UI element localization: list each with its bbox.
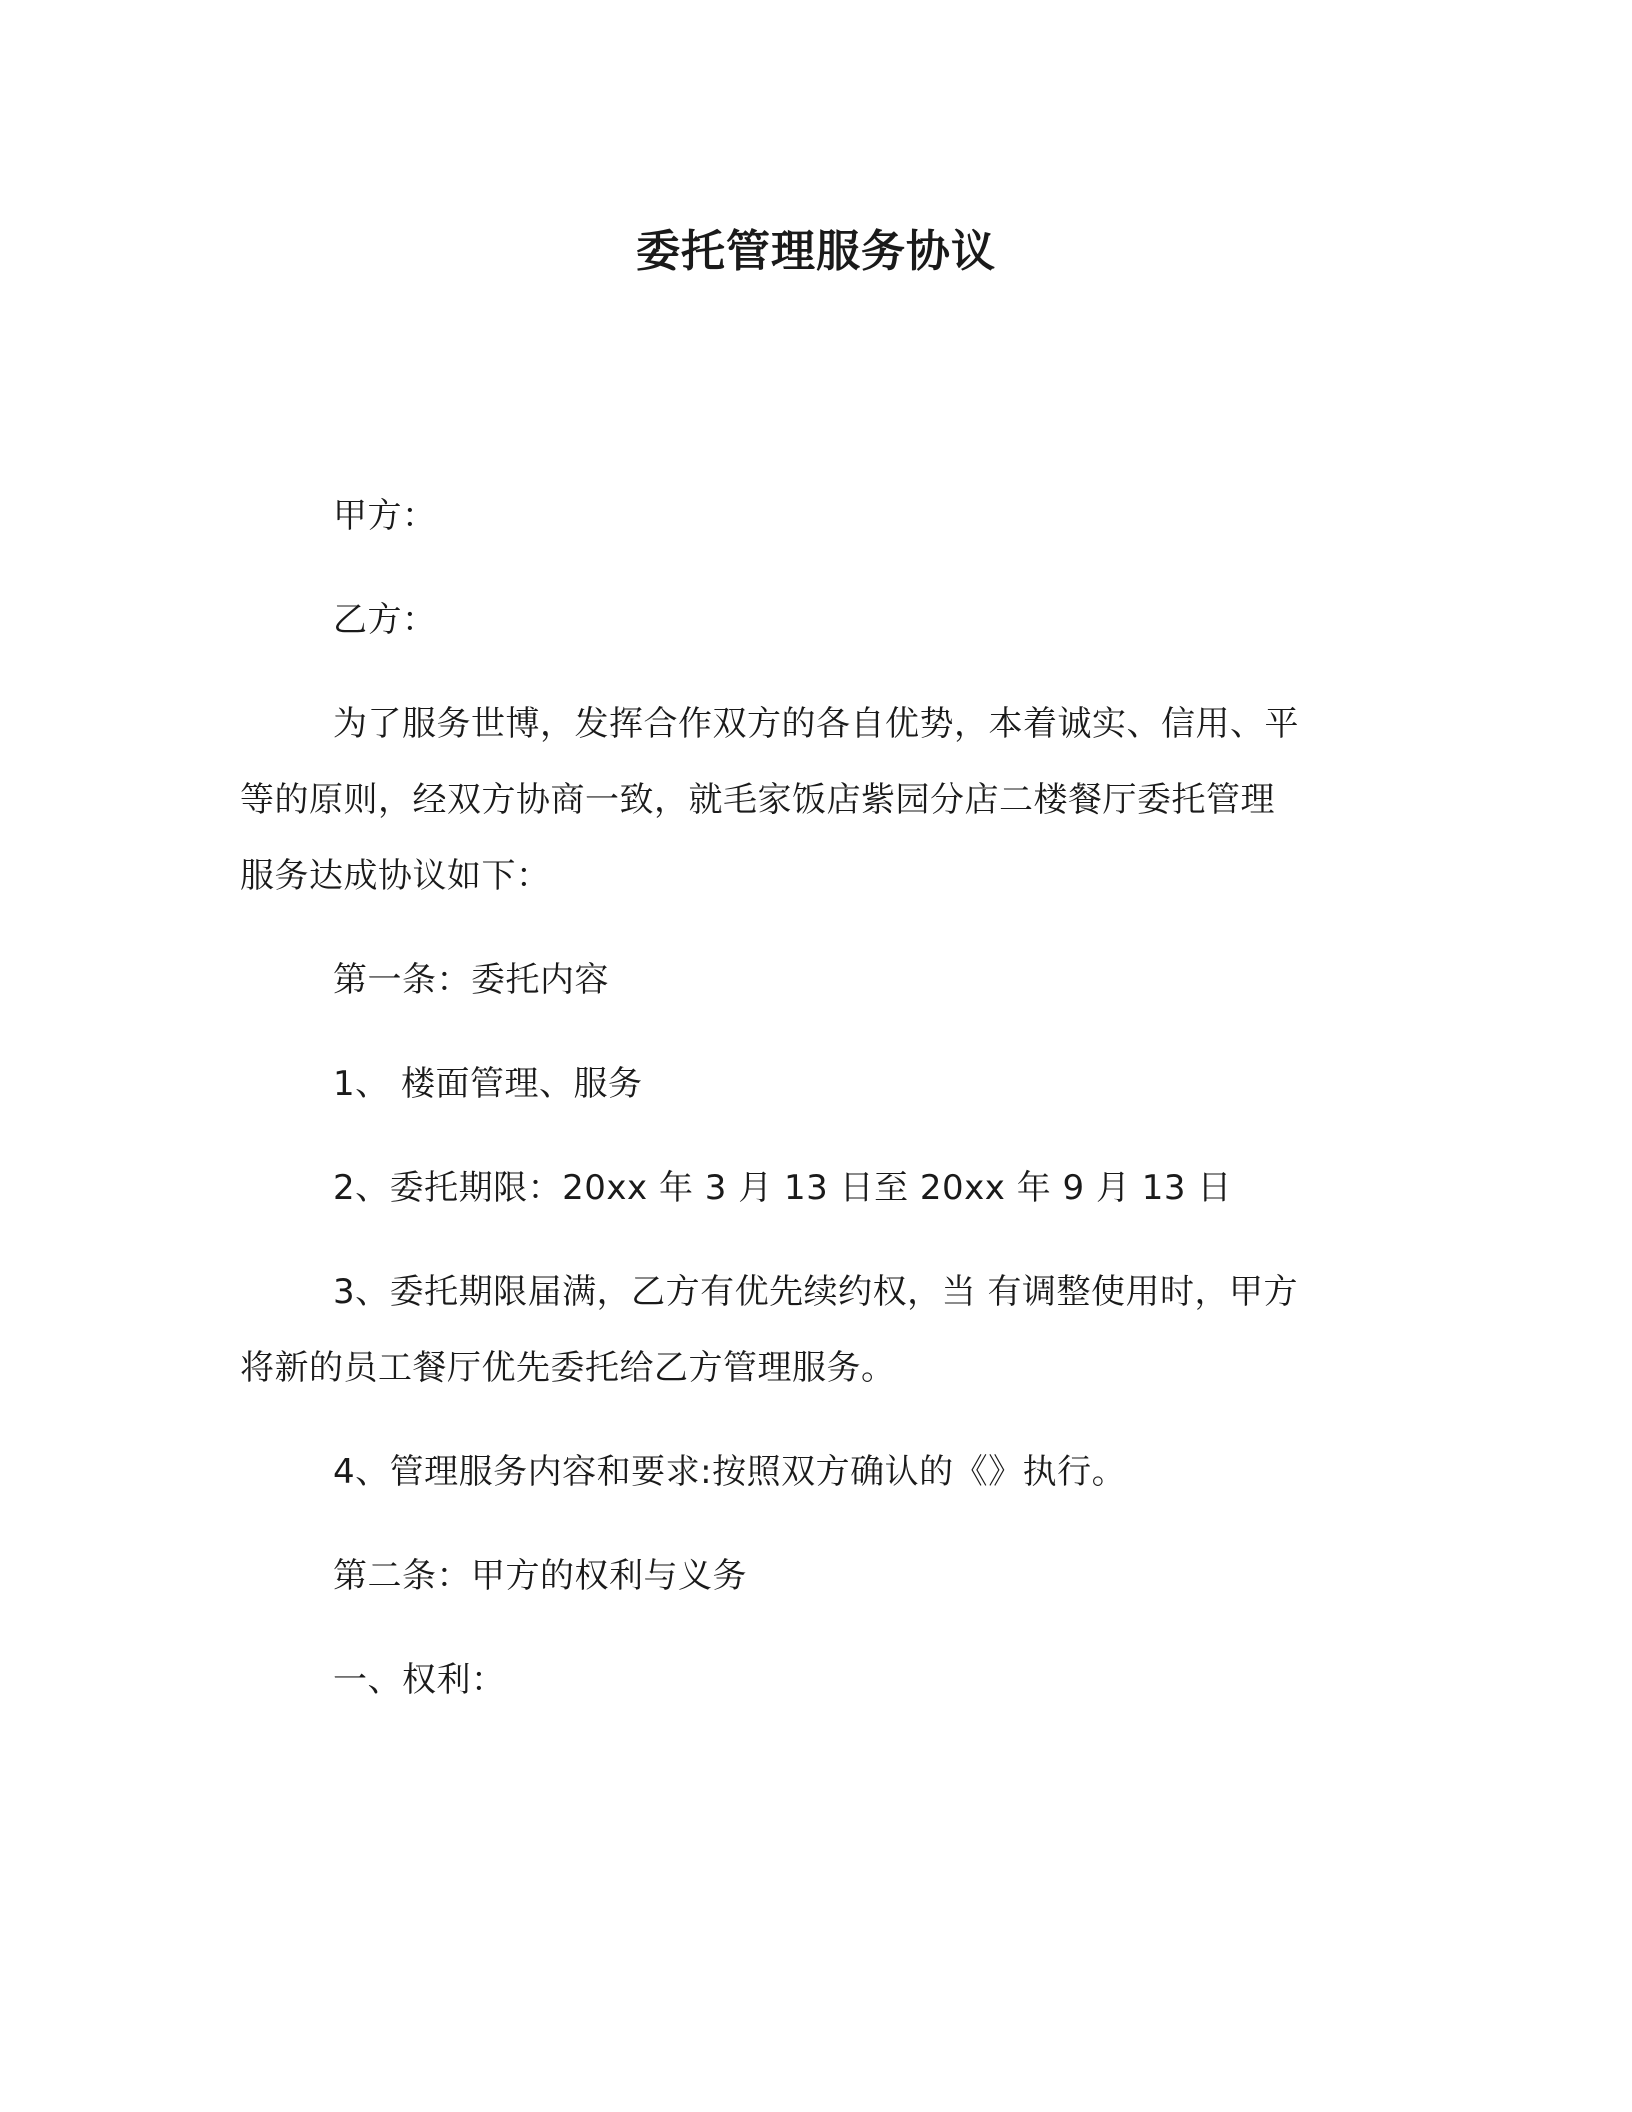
intro-paragraph-line-2: 等的原则，经双方协商一致，就毛家饭店紫园分店二楼餐厅委托管理 (240, 780, 1275, 820)
party-b-label: 乙方： (333, 600, 437, 640)
article-1-item-2: 2、委托期限：20xx 年 3 月 13 日至 20xx 年 9 月 13 日 (333, 1168, 1232, 1208)
article-2-rights-heading: 一、权利： (333, 1660, 506, 1700)
article-1-item-1: 1、 楼面管理、服务 (333, 1064, 643, 1104)
party-a-label: 甲方： (333, 496, 437, 536)
intro-paragraph-line-1: 为了服务世博，发挥合作双方的各自优势，本着诚实、信用、平 (333, 704, 1299, 744)
article-1-item-4: 4、管理服务内容和要求:按照双方确认的《》执行。 (333, 1452, 1127, 1492)
article-1-heading: 第一条：委托内容 (333, 960, 609, 1000)
document-title: 委托管理服务协议 (636, 226, 996, 277)
article-1-item-3-line-1: 3、委托期限届满，乙方有优先续约权，当 有调整使用时，甲方 (333, 1272, 1298, 1312)
intro-paragraph-line-3: 服务达成协议如下： (240, 856, 551, 896)
article-2-heading: 第二条：甲方的权利与义务 (333, 1556, 747, 1596)
article-1-item-3-line-2: 将新的员工餐厅优先委托给乙方管理服务。 (240, 1348, 896, 1388)
